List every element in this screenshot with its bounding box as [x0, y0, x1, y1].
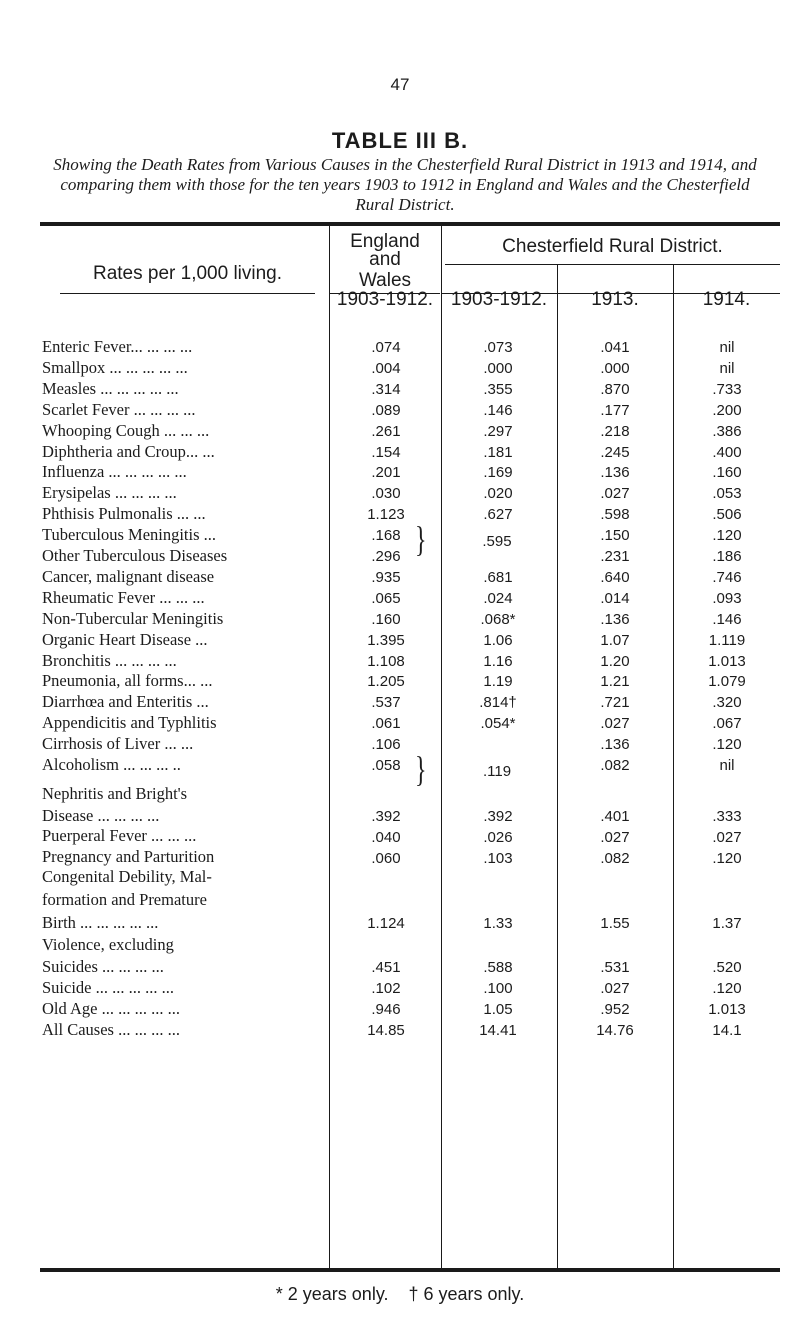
cell-ew: .061 [371, 715, 401, 733]
table-title: TABLE III B. [331, 128, 469, 153]
cell-1913: .136 [600, 610, 630, 628]
cell-1914: .333 [712, 808, 742, 825]
row-label: Measles ... ... ... ... ... [42, 378, 179, 398]
cell-1914: 14.1 [712, 1022, 742, 1039]
cell-1914: 1.079 [708, 673, 746, 691]
cell-1913: .640 [600, 568, 630, 586]
cell-1914: .733 [712, 380, 742, 398]
row-label-suicide: Suicide ... ... ... ... ... [42, 978, 174, 997]
cell-1914: .120 [712, 850, 742, 867]
cell-1914: .386 [712, 422, 742, 440]
row-label: Bronchitis ... ... ... ... [42, 650, 177, 670]
row-label-congenital-2: formation and Premature [42, 890, 207, 909]
cell-1903: .103 [483, 850, 513, 867]
row-label-all-causes: All Causes ... ... ... ... [42, 1020, 180, 1039]
row-label: Phthisis Pulmonalis ... ... [42, 504, 206, 524]
cell-1903: .355 [483, 380, 513, 398]
cell-ew: .074 [371, 339, 401, 356]
cell-1914: .120 [712, 736, 742, 754]
col-header-1903: 1903-1912. [450, 289, 548, 310]
cell-1903: 1.05 [483, 1001, 513, 1018]
cell-1913: .952 [600, 1001, 630, 1018]
cell-1913: .401 [600, 808, 630, 825]
footnote: * 2 years only. † 6 years only. [275, 1284, 525, 1304]
cell-1914: .067 [712, 715, 742, 733]
brace-tuberculous: } [415, 521, 427, 560]
cell-ew: .392 [371, 808, 401, 825]
cell-1914: .160 [712, 464, 742, 482]
row-label: Smallpox ... ... ... ... ... [42, 357, 188, 377]
col-divider-1 [329, 226, 330, 1268]
brace-liver-alcohol: } [415, 751, 427, 790]
row-label: Scarlet Fever ... ... ... ... [42, 399, 196, 419]
cell-1914: 1.013 [708, 1001, 746, 1018]
cell-1914: .053 [712, 485, 742, 503]
cell-ew: .296 [371, 548, 401, 565]
cell-ew: 1.124 [367, 915, 405, 932]
col-header-1914: 1914. [702, 289, 751, 310]
cell-1914: .520 [712, 959, 742, 976]
cell-1913: .721 [600, 694, 630, 712]
cell-ew: .935 [371, 568, 401, 586]
row-label: Cancer, malignant disease [42, 566, 215, 586]
table-subtitle: Showing the Death Rates from Various Causes in the Chesterfield Rural District in 1913 and 1914, and comparing them with those for the ten years 1903 to 1912 in England and Wales and the Chesterfield Rural District. [53, 155, 757, 214]
ew-header-line2: and [369, 249, 401, 270]
cell-1914: .400 [712, 443, 742, 461]
cell-1914: 1.37 [712, 915, 742, 932]
row-label-old-age: Old Age ... ... ... ... ... [42, 999, 180, 1018]
row-label: Rheumatic Fever ... ... ... [42, 587, 205, 607]
row-label-violence-1: Violence, excluding [42, 935, 174, 954]
ew-header-line3: Wales [358, 270, 412, 291]
cell-ew: .089 [371, 401, 401, 419]
cell-1903: .054* [480, 715, 516, 733]
cell-ew: .154 [371, 443, 401, 461]
cell-1903: .146 [483, 401, 513, 419]
cell-1913: .136 [600, 736, 630, 754]
cell-ew: 1.123 [367, 506, 405, 524]
cell-ew: 1.205 [367, 673, 405, 691]
cell-ew: .065 [371, 589, 401, 607]
cell-ew: .314 [371, 380, 401, 398]
col-divider-4 [673, 265, 674, 1268]
cell-1913: 1.21 [600, 673, 630, 691]
cell-ew: .451 [371, 959, 401, 976]
cell-1913: .870 [600, 380, 630, 398]
cell-ew: .201 [371, 464, 401, 482]
cell-1903: .392 [483, 808, 513, 825]
merged-value-liver-alcohol: .119 [482, 763, 512, 780]
row-label-violence-2: Suicides ... ... ... ... [42, 957, 164, 976]
cell-ew: .030 [371, 485, 401, 503]
row-label: Enteric Fever... ... ... ... [42, 337, 193, 356]
cell-1903: 1.06 [483, 631, 513, 649]
page-number: 47 [390, 75, 410, 94]
cell-ew: .004 [371, 359, 401, 377]
cell-ew: 1.395 [367, 631, 405, 649]
cell-ew: .040 [371, 829, 401, 846]
cell-1903: .588 [483, 959, 513, 976]
row-label: Non-Tubercular Meningitis [42, 608, 224, 628]
row-label: Other Tuberculous Diseases [42, 546, 228, 565]
bottom-thick-rule [40, 1268, 780, 1272]
col-divider-2 [441, 226, 442, 1268]
cell-1914: nil [719, 757, 735, 774]
row-label: Cirrhosis of Liver ... ... [42, 734, 194, 754]
cell-1913: 1.07 [600, 631, 630, 649]
cell-1914: nil [719, 359, 735, 377]
cell-1913: .245 [600, 443, 630, 461]
cell-1914: 1.013 [708, 652, 746, 670]
cell-1913: .136 [600, 464, 630, 482]
cell-1903: .073 [483, 339, 513, 356]
cell-1914: .200 [712, 401, 742, 419]
cell-1914: .186 [712, 548, 742, 565]
col-divider-3 [557, 265, 558, 1268]
cell-1903: .100 [483, 980, 513, 997]
row-label: Whooping Cough ... ... ... [42, 420, 210, 440]
row-label: Diphtheria and Croup... ... [42, 441, 215, 461]
cell-ew: .060 [371, 850, 401, 867]
merged-value-tuberculous: .595 [482, 533, 512, 550]
cell-ew: .537 [371, 694, 401, 712]
row-label-pregnancy: Pregnancy and Parturition [42, 847, 215, 866]
chesterfield-header: Chesterfield Rural District. [502, 236, 723, 257]
cell-1913: .000 [600, 359, 630, 377]
cell-1913: .027 [600, 485, 630, 503]
cell-1913: .082 [600, 757, 630, 774]
cell-1913: .150 [600, 527, 630, 545]
top-thick-rule [40, 222, 780, 226]
cell-1903: .627 [483, 506, 513, 524]
row-label: Organic Heart Disease ... [42, 629, 208, 649]
cell-1914: nil [719, 339, 735, 356]
cell-1903: 1.19 [483, 673, 513, 691]
cell-ew: 1.108 [367, 652, 405, 670]
row-label: Alcoholism ... ... ... .. [42, 755, 181, 774]
cell-1903: 1.33 [483, 915, 513, 932]
cell-ew: .160 [371, 610, 401, 628]
cell-1914: .120 [712, 527, 742, 545]
cell-1903: 14.41 [479, 1022, 517, 1039]
cell-1913: .027 [600, 980, 630, 997]
cell-1903: 1.16 [483, 652, 513, 670]
cell-1903: .181 [483, 443, 513, 461]
cell-ew: 14.85 [367, 1022, 405, 1039]
cell-1913: .027 [600, 715, 630, 733]
cell-1914: 1.119 [708, 631, 746, 649]
cell-1914: .146 [712, 610, 742, 628]
ew-header-line1: England [350, 231, 420, 252]
cell-ew: .106 [371, 736, 401, 754]
row-label: Pneumonia, all forms... ... [42, 671, 213, 691]
cell-1903: .000 [483, 359, 513, 377]
cell-1903: .020 [483, 485, 513, 503]
cell-1913: .218 [600, 422, 630, 440]
cell-1914: .093 [712, 589, 742, 607]
cell-1914: .746 [712, 568, 742, 586]
cell-1914: .027 [712, 829, 742, 846]
cell-ew: .102 [371, 980, 401, 997]
row-label: Erysipelas ... ... ... ... [42, 483, 177, 503]
row-label: Influenza ... ... ... ... ... [42, 462, 187, 482]
cell-1913: .041 [600, 339, 630, 356]
rates-header: Rates per 1,000 living. [92, 263, 283, 284]
cell-1913: 1.55 [600, 915, 630, 932]
cell-1914: .506 [712, 506, 742, 524]
cell-1913: .177 [600, 401, 630, 419]
header-rule-left [60, 293, 315, 294]
chesterfield-span-rule [445, 264, 780, 265]
cell-1914: .320 [712, 694, 742, 712]
cell-ew: .058 [371, 757, 401, 774]
cell-1913: .082 [600, 850, 630, 867]
col-header-1913: 1913. [591, 289, 639, 310]
cell-1913: 1.20 [600, 652, 630, 670]
cell-1913: .014 [600, 589, 630, 607]
row-label: Appendicitis and Typhlitis [42, 713, 217, 733]
cell-1903: .169 [483, 464, 513, 482]
row-label: Diarrhœa and Enteritis ... [42, 692, 209, 712]
cell-1913: .598 [600, 506, 630, 524]
row-label-puerperal: Puerperal Fever ... ... ... [42, 826, 197, 845]
cell-1903: .068* [480, 610, 516, 628]
cell-1913: .231 [600, 548, 630, 565]
cell-1903: .297 [483, 422, 513, 440]
cell-1913: .531 [600, 959, 630, 976]
cell-1914: .120 [712, 980, 742, 997]
cell-ew: .168 [371, 527, 401, 545]
row-label-nephritis-1: Nephritis and Bright's [42, 784, 188, 803]
cell-1913: .027 [600, 829, 630, 846]
cell-ew: .261 [371, 422, 401, 440]
row-label-congenital-1: Congenital Debility, Mal- [42, 867, 212, 886]
cell-1913: 14.76 [596, 1022, 634, 1039]
cell-1903: .024 [483, 589, 513, 607]
row-label: Tuberculous Meningitis ... [42, 525, 217, 545]
cell-1903: .026 [483, 829, 513, 846]
cell-ew: .946 [371, 1001, 401, 1018]
cell-1903: .681 [483, 568, 513, 586]
ew-header-line4: 1903-1912. [336, 289, 434, 310]
cell-1903: .814† [479, 694, 517, 712]
row-label-congenital-3: Birth ... ... ... ... ... [42, 913, 159, 932]
row-label-nephritis-2: Disease ... ... ... ... [42, 806, 160, 825]
